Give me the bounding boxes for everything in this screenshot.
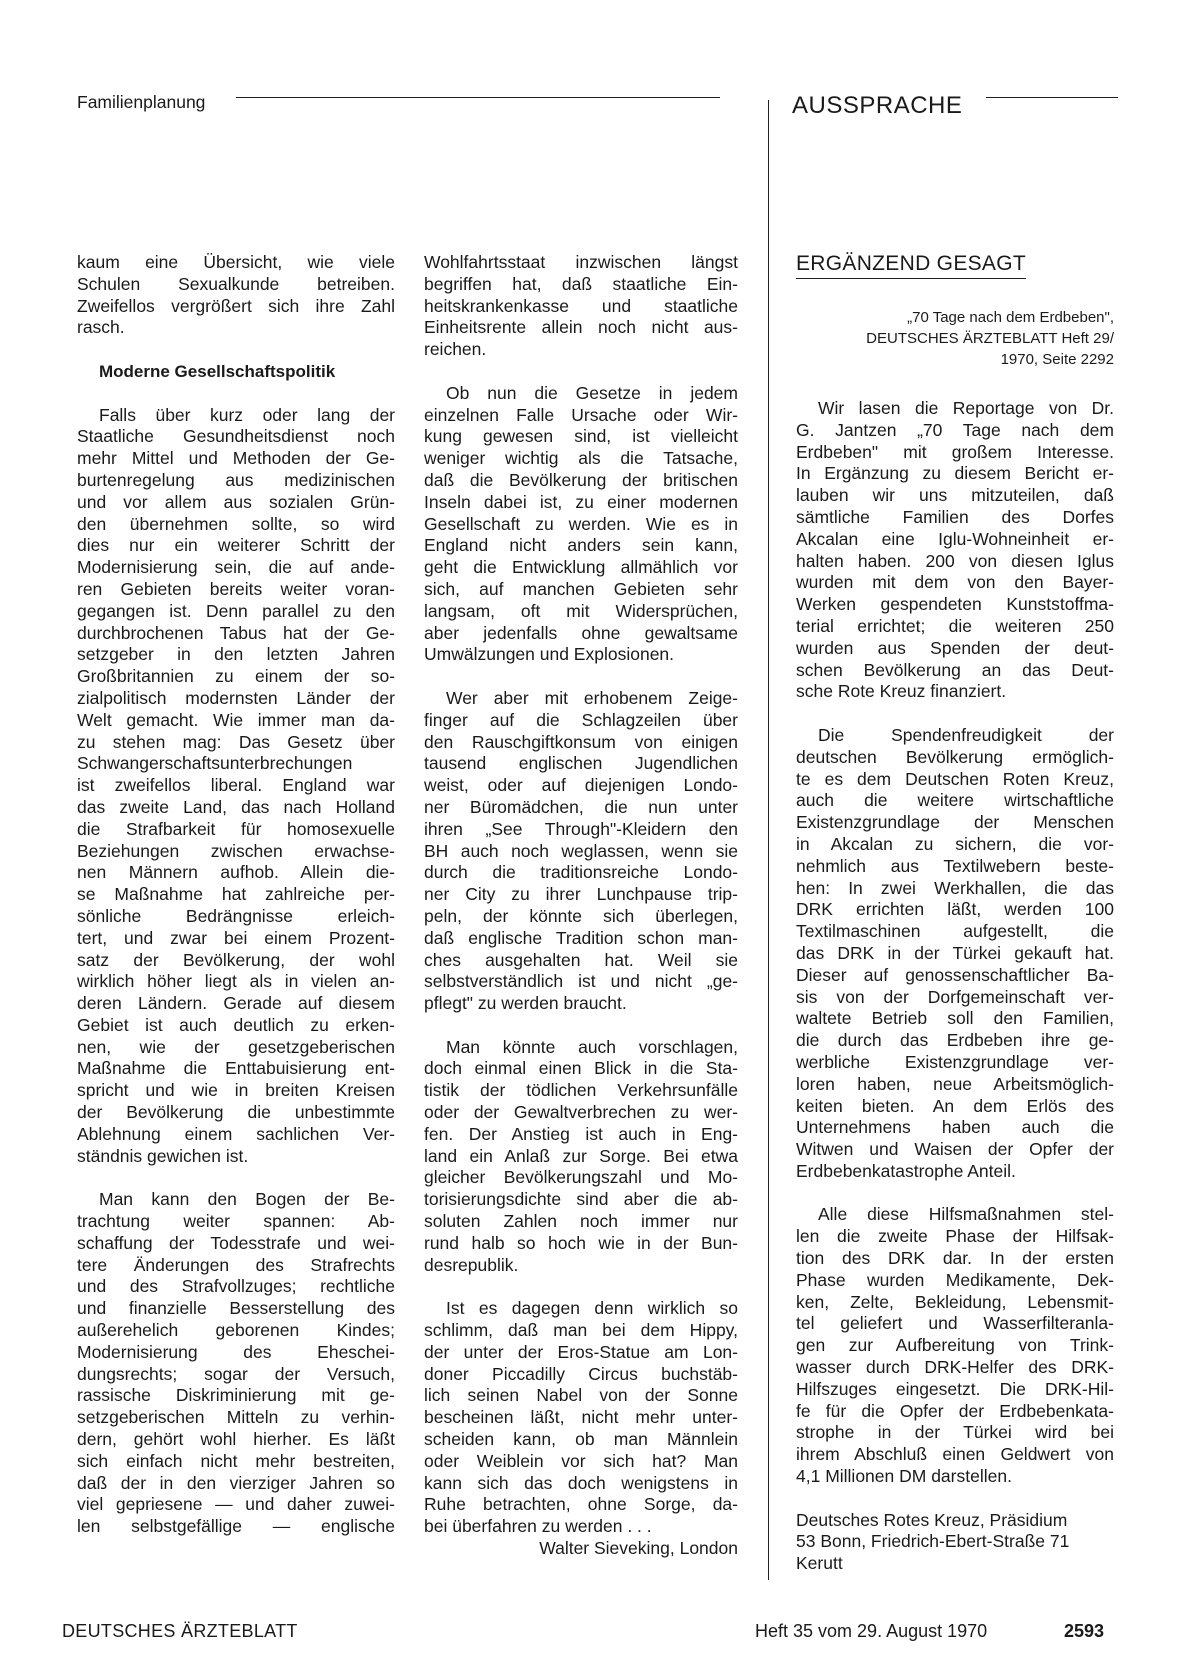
text-line: den Rauschgiftkonsum von einigen — [424, 731, 738, 752]
paragraph — [77, 405, 395, 1168]
text-line: die Strafbarkeit für homosexuelle — [77, 818, 395, 839]
text-line: lich seinen Nabel von der Sonne — [424, 1385, 738, 1406]
text-line: tel geliefert und Wasserfilteranla- — [796, 1313, 1114, 1334]
text-line: rund halb so hoch wie in der Bun- — [424, 1232, 738, 1253]
text-line: Modernisierung des Eheschei- — [77, 1341, 395, 1362]
text-line: torisierungsdichte sind aber die ab- — [424, 1189, 738, 1210]
text-line: ren Gebieten bereits weiter voran- — [77, 578, 395, 599]
text-line: Wohlfahrtsstaat inzwischen längst — [424, 252, 738, 272]
text-line: finger auf die Schlagzeilen über — [424, 709, 738, 730]
text-line: geht die Entwicklung allmählich vor — [424, 557, 738, 578]
text-line: mehr Mittel und Methoden der Ge- — [77, 448, 395, 469]
text-line: selbstverständlich ist und nicht „ge- — [424, 971, 738, 992]
text-line: und des Strafvollzuges; rechtliche — [77, 1276, 395, 1297]
text-line: rasch. — [77, 317, 125, 338]
text-line: loren haben, neue Arbeitsmöglich- — [796, 1073, 1114, 1094]
text-line: zu stehen mag: Das Gesetz über — [77, 731, 395, 752]
text-line: das DRK in der Türkei gekauft hat. — [796, 942, 1114, 963]
text-line: sich einfach nicht mehr bestreiten, — [77, 1450, 395, 1471]
text-line: ken, Zelte, Bekleidung, Lebensmit- — [796, 1291, 1114, 1312]
running-header-rubric: AUSSPRACHE — [792, 92, 963, 119]
text-line: der Bevölkerung die unbestimmte — [77, 1102, 395, 1123]
paragraph — [424, 383, 738, 666]
text-line: strophe in der Türkei wird bei — [796, 1422, 1114, 1443]
text-line: Wer aber mit erhobenem Zeige- — [446, 687, 738, 708]
author-signature-block — [796, 1510, 1114, 1575]
text-line: wasser durch DRK-Helfer des DRK- — [796, 1357, 1114, 1378]
text-line: Wir lasen die Reportage von Dr. — [818, 398, 1114, 418]
text-line: soluten Zahlen noch immer nur — [424, 1211, 738, 1232]
text-line: ner Büromädchen, die nun unter — [424, 796, 738, 817]
text-line: land ein Anlaß zur Sorge. Bei etwa — [424, 1145, 738, 1166]
text-line: begriffen hat, daß staatliche Ein- — [424, 273, 738, 294]
text-line: Ablehnung einem sachlichen Ver- — [77, 1123, 395, 1144]
text-line: Deutsches Rotes Kreuz, Präsidium — [796, 1509, 1068, 1530]
footer-issue-info: Heft 35 vom 29. August 1970 — [755, 1621, 988, 1641]
text-line: der unter der Eros-Statue am Lon- — [424, 1341, 738, 1362]
text-line: gleicher Bevölkerungszahl und Mo- — [424, 1167, 738, 1188]
text-line: Welt gemacht. Wie immer man da- — [77, 709, 395, 730]
text-line: G. Jantzen „70 Tage nach dem — [796, 419, 1114, 440]
text-line: kann sich das doch wenigstens in — [424, 1472, 738, 1493]
text-line: pflegt" zu werden braucht. — [424, 993, 627, 1014]
text-line: ihrem Abschluß einen Geldwert von — [796, 1444, 1114, 1465]
text-line: ches ausgehalten hat. Weil sie — [424, 949, 738, 970]
text-line: durchbrochenen Tabus hat der Ge- — [77, 622, 395, 643]
text-line: England nicht anders sein kann, — [424, 535, 738, 556]
article-reference — [822, 307, 1114, 370]
text-line: dies nur ein weiterer Schritt der — [77, 535, 395, 556]
text-line: Kerutt — [796, 1553, 843, 1574]
text-line: satz der Bevölkerung, der wohl — [77, 949, 395, 970]
paragraph — [796, 398, 1114, 703]
text-line: scheiden kann, ob man Männlein — [424, 1429, 738, 1450]
text-line: len die zweite Phase der Hilfsak- — [796, 1226, 1114, 1247]
text-line: auch die weitere wirtschaftliche — [796, 790, 1114, 811]
text-line: se Maßnahme hat zahlreiche per- — [77, 884, 395, 905]
text-line: trachtung weiter spannen: Ab- — [77, 1211, 395, 1232]
text-line: tion des DRK dar. In der ersten — [796, 1248, 1114, 1269]
text-line: daß der in den vierziger Jahren so — [77, 1472, 395, 1493]
text-line: Die Spendenfreudigkeit der — [818, 724, 1114, 745]
text-line: zialpolitisch modernsten Länder der — [77, 687, 395, 708]
text-line: setzgeberischen Mitteln zu verhin- — [77, 1407, 395, 1428]
text-line: In Ergänzung zu diesem Bericht er- — [796, 463, 1114, 484]
text-line: len selbstgefällige — englische — [77, 1516, 395, 1537]
text-line: deutschen Bevölkerung ermöglich- — [796, 746, 1114, 767]
text-line: wurden aus Spenden der deut- — [796, 637, 1114, 658]
text-line: die durch das Erdbeben ihre ge- — [796, 1030, 1114, 1051]
text-line: Ruhe betrachten, ohne Sorge, da- — [424, 1494, 738, 1515]
text-line: ner City zu ihrer Lunchpause trip- — [424, 884, 738, 905]
text-line: sche Rote Kreuz finanziert. — [796, 681, 1007, 702]
text-line: Staatliche Gesundheitsdienst noch — [77, 426, 395, 447]
text-line: schaffung der Todesstrafe und wei- — [77, 1232, 395, 1253]
text-line: Ob nun die Gesetze in jedem — [446, 382, 738, 403]
article-column-2 — [424, 252, 738, 1560]
text-line: halten haben. 200 von diesen Iglus — [796, 550, 1114, 571]
paragraph — [424, 1037, 738, 1277]
text-line: nen, wie der gesetzgeberischen — [77, 1036, 395, 1057]
text-line: in Akcalan zu sichern, die vor- — [796, 833, 1114, 854]
text-line: Existenzgrundlage der Menschen — [796, 812, 1114, 833]
text-line: tausend englischen Jugendlichen — [424, 753, 738, 774]
text-line: Gebiet ist auch deutlich zu erken- — [77, 1014, 395, 1035]
text-line: 1970, Seite 2292 — [1000, 351, 1114, 368]
text-line: rassische Diskriminierung mit ge- — [77, 1385, 395, 1406]
text-line: ständnis gewichen ist. — [77, 1145, 249, 1166]
page-number: 2593 — [1064, 1621, 1105, 1641]
text-line: setzgeber in den letzten Jahren — [77, 644, 395, 665]
text-line: tert, und zwar bei einem Prozent- — [77, 927, 395, 948]
text-line: Ist es dagegen denn wirklich so — [446, 1298, 738, 1319]
text-line: ist zweifellos liberal. England war — [77, 775, 395, 796]
running-header-section: Familienplanung — [77, 92, 206, 112]
footer-journal-title: DEUTSCHES ÄRZTEBLATT — [62, 1621, 298, 1641]
column-divider — [768, 100, 769, 1580]
text-line: gen zur Aufbereitung von Trink- — [796, 1335, 1114, 1356]
text-line: Man kann den Bogen der Be- — [99, 1189, 395, 1210]
text-line: wurden mit dem von den Bayer- — [796, 572, 1114, 593]
text-line: ihren „See Through"-Kleidern den — [424, 818, 738, 839]
text-line: Schulen Sexualkunde betreiben. — [77, 273, 395, 294]
paragraph — [796, 1204, 1114, 1487]
text-line: doner Piccadilly Circus buchstäb- — [424, 1363, 738, 1384]
text-line: Umwälzungen und Explosionen. — [424, 644, 675, 665]
text-line: außerehelich geborenen Kindes; — [77, 1320, 395, 1341]
text-line: Gesellschaft zu werden. Wie es in — [424, 513, 738, 534]
text-line: Alle diese Hilfsmaßnahmen stel- — [818, 1204, 1114, 1225]
paragraph — [424, 1298, 738, 1538]
text-line: Phase wurden Medikamente, Dek- — [796, 1269, 1114, 1290]
text-line: Erdbeben" mit großem Interesse. — [796, 441, 1114, 462]
text-line: daß englische Tradition schon man- — [424, 927, 738, 948]
text-line: doch einmal einen Blick in die Sta- — [424, 1058, 738, 1079]
text-line: sich, auf manchen Gebieten sehr — [424, 578, 738, 599]
text-line: nehmlich aus Textilwebern beste- — [796, 855, 1114, 876]
paragraph — [796, 725, 1114, 1183]
text-line: 53 Bonn, Friedrich-Ebert-Straße 71 — [796, 1531, 1070, 1552]
text-line: sönliche Bedrängnisse erleich- — [77, 905, 395, 926]
text-line: schlimm, daß man bei dem Hippy, — [424, 1320, 738, 1341]
text-line: burtenregelung aus medizinischen — [77, 469, 395, 490]
paragraph — [424, 688, 738, 1015]
text-line: waltete Betrieb soll den Familien, — [796, 1008, 1114, 1029]
text-line: kung gewesen sind, ist vielleicht — [424, 426, 738, 447]
text-line: Werken gespendeten Kunststoffma- — [796, 594, 1114, 615]
text-line: Schwangerschaftsunterbrechungen — [77, 753, 353, 774]
text-line: hen: In zwei Werkhallen, die das — [796, 877, 1114, 898]
text-line: dungsrechts; sogar der Versuch, — [77, 1363, 395, 1384]
text-line: DRK errichten läßt, werden 100 — [796, 899, 1114, 920]
text-line: DEUTSCHES ÄRZTEBLATT Heft 29/ — [866, 330, 1114, 347]
paragraph — [77, 252, 395, 339]
text-line: tistik der tödlichen Verkehrsunfälle — [424, 1080, 738, 1101]
text-line: oder Weiblein vor sich hat? Man — [424, 1450, 738, 1471]
header-rule — [986, 97, 1118, 98]
text-line: bei überfahren zu werden . . . — [424, 1516, 652, 1537]
text-line: Textilmaschinen aufgestellt, die — [796, 921, 1114, 942]
text-line: kaum eine Übersicht, wie viele — [77, 252, 395, 272]
text-line: den übernehmen sollte, so wird — [77, 513, 395, 534]
text-line: dern, gehört wohl hierher. Es läßt — [77, 1429, 395, 1450]
header-rule — [236, 97, 720, 98]
text-line: lauben wir uns mitzuteilen, daß — [796, 485, 1114, 506]
text-line: Maßnahme die Enttabuisierung ent- — [77, 1058, 395, 1079]
text-line: daß die Bevölkerung der britischen — [424, 469, 738, 490]
text-line: schen Bevölkerung an das Deut- — [796, 659, 1114, 680]
text-line: Falls über kurz oder lang der — [99, 404, 395, 425]
section-subheading: Moderne Gesellschaftspolitik — [99, 361, 336, 381]
article-column-1 — [77, 252, 395, 1560]
text-line: langsam, oft mit Widersprüchen, — [424, 600, 738, 621]
text-line: Beziehungen zwischen erwachse- — [77, 840, 395, 861]
text-line: durch die traditionsreiche Londo- — [424, 862, 738, 883]
text-line: terial errichtet; die weiteren 250 — [796, 615, 1114, 636]
text-line: BH auch noch weglassen, wenn sie — [424, 840, 738, 861]
article-heading: ERGÄNZEND GESAGT — [796, 252, 1026, 279]
text-line: nen Männern aufhob. Allein die- — [77, 862, 395, 883]
text-line: fen. Der Anstieg ist auch in Eng- — [424, 1123, 738, 1144]
paragraph — [77, 1189, 395, 1538]
text-line: viel gepriesene — und daher zuwei- — [77, 1494, 395, 1515]
text-line: Hilfszuges eingesetzt. Die DRK-Hil- — [796, 1378, 1114, 1399]
text-line: keiten bieten. An dem Erlös des — [796, 1095, 1114, 1116]
text-line: Zweifellos vergrößert sich ihre Zahl — [77, 295, 395, 316]
text-line: Inseln dabei ist, zu einer modernen — [424, 491, 738, 512]
author-signature: Walter Sieveking, London — [539, 1538, 738, 1559]
text-line: wirklich höher liegt als in vielen an- — [77, 971, 395, 992]
text-line: heitskrankenkasse und staatliche — [424, 295, 738, 316]
text-line: Witwen und Waisen der Opfer der — [796, 1139, 1114, 1160]
text-line: spricht und wie in breiten Kreisen — [77, 1080, 395, 1101]
text-line: Unternehmens haben auch die — [796, 1117, 1114, 1138]
text-line: werbliche Existenzgrundlage ver- — [796, 1051, 1114, 1072]
text-line: sämtliche Familien des Dorfes — [796, 506, 1114, 527]
text-line: einzelnen Falle Ursache oder Wir- — [424, 404, 738, 425]
text-line: oder der Gewaltverbrechen zu wer- — [424, 1102, 738, 1123]
text-line: das zweite Land, das nach Holland — [77, 796, 395, 817]
text-line: fe für die Opfer der Erdbebenkata- — [796, 1400, 1114, 1421]
text-line: sis von der Dorfgemeinschaft ver- — [796, 986, 1114, 1007]
text-line: Man könnte auch vorschlagen, — [446, 1036, 738, 1057]
text-line: deren Ländern. Gerade auf diesem — [77, 993, 395, 1014]
article-column-3 — [796, 398, 1114, 1597]
text-line: te es dem Deutschen Roten Kreuz, — [796, 768, 1114, 789]
text-line: und vor allem aus sozialen Grün- — [77, 491, 395, 512]
text-line: weist, oder auf diejenigen Londo- — [424, 775, 738, 796]
text-line: Akcalan eine Iglu-Wohneinheit er- — [796, 528, 1114, 549]
text-line: 4,1 Millionen DM darstellen. — [796, 1466, 1012, 1487]
text-line: Erdbebenkatastrophe Anteil. — [796, 1160, 1016, 1181]
text-line: reichen. — [424, 339, 487, 360]
text-line: aber jedenfalls ohne gewaltsame — [424, 622, 738, 643]
text-line: peln, der könnte sich überlegen, — [424, 905, 738, 926]
text-line: gegangen ist. Denn parallel zu den — [77, 600, 395, 621]
text-line: tere Änderungen des Strafrechts — [77, 1254, 395, 1275]
text-line: Großbritannien zu einem der so- — [77, 666, 395, 687]
text-line: desrepublik. — [424, 1254, 519, 1275]
paragraph — [424, 252, 738, 361]
text-line: Einheitsrente allein noch nicht aus- — [424, 317, 738, 338]
text-line: Dieser auf genossenschaftlicher Ba- — [796, 964, 1114, 985]
text-line: und finanzielle Besserstellung des — [77, 1298, 395, 1319]
text-line: Modernisierung sein, die auf ande- — [77, 557, 395, 578]
text-line: „70 Tage nach dem Erdbeben", — [907, 309, 1114, 326]
text-line: bescheinen läßt, nicht mehr unter- — [424, 1407, 738, 1428]
text-line: weniger wichtig als die Tatsache, — [424, 448, 738, 469]
